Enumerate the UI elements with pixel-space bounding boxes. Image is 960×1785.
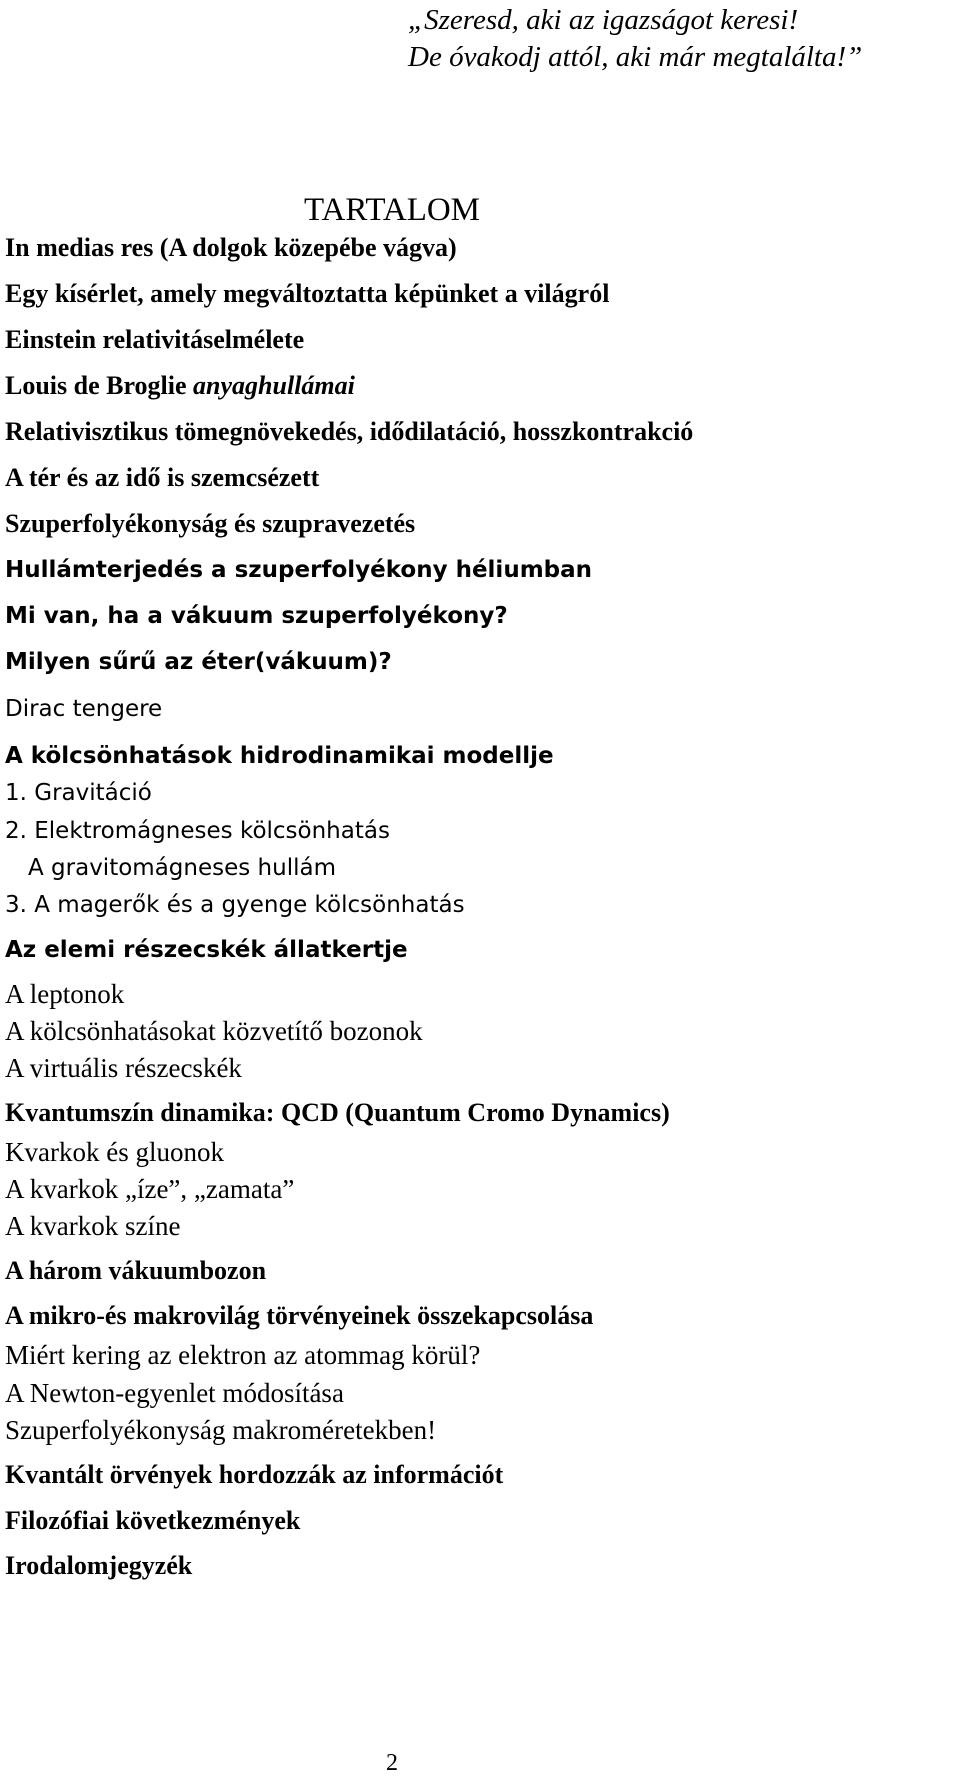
toc-entry <box>5 370 355 402</box>
toc-entry: Filozófiai következmények <box>5 1506 301 1535</box>
toc-entry: A kvarkok színe <box>5 1211 181 1241</box>
toc-entry: 2. Elektromágneses kölcsönhatás <box>5 818 390 844</box>
toc-entry: Dirac tengere <box>5 696 163 722</box>
toc-entry: 3. A magerők és a gyenge kölcsönhatás <box>5 892 465 918</box>
toc-entry: In medias res (A dolgok közepébe vágva) <box>5 233 457 262</box>
toc-entry: A gravitomágneses hullám <box>28 855 336 881</box>
toc-entry: Szuperfolyékonyság és szupravezetés <box>5 509 416 538</box>
page-number: 2 <box>386 1750 398 1776</box>
toc-entry: A leptonok <box>5 979 125 1009</box>
toc-entry: A kölcsönhatásokat közvetítő bozonok <box>5 1016 423 1046</box>
toc-entry: A tér és az idő is szemcsézett <box>5 463 320 492</box>
toc-entry: Egy kísérlet, amely megváltoztatta képünket a világról <box>5 279 610 308</box>
toc-entry-part: Louis de Broglie <box>5 371 194 400</box>
toc-entry: Einstein relativitáselmélete <box>5 325 305 354</box>
toc-entry: A három vákuumbozon <box>5 1256 267 1285</box>
toc-entry: A mikro-és makrovilág törvényeinek összekapcsolása <box>5 1301 594 1330</box>
toc-entry: Kvantumszín dinamika: QCD (Quantum Cromo Dynamics) <box>5 1098 670 1127</box>
toc-entry: Az elemi részecskék állatkertje <box>5 937 408 963</box>
toc-entry: A Newton-egyenlet módosítása <box>5 1378 344 1408</box>
toc-entry: Mi van, ha a vákuum szuperfolyékony? <box>5 603 508 629</box>
toc-entry: Irodalomjegyzék <box>5 1551 193 1580</box>
epigraph-line-1: „Szeresd, aki az igazságot keresi! <box>408 4 799 36</box>
toc-entry: A virtuális részecskék <box>5 1053 242 1083</box>
toc-entry: 1. Gravitáció <box>5 780 152 806</box>
epigraph-line-2: De óvakodj attól, aki már megtalálta!” <box>408 41 863 73</box>
toc-title: TARTALOM <box>303 192 481 228</box>
toc-entry: Szuperfolyékonyság makroméretekben! <box>5 1415 437 1445</box>
toc-entry: Relativisztikus tömegnövekedés, idődilatáció, hosszkontrakció <box>5 417 694 446</box>
toc-entry: Hullámterjedés a szuperfolyékony héliumban <box>5 557 593 583</box>
toc-entry: Miért kering az elektron az atommag körül? <box>5 1340 481 1370</box>
toc-entry-italic-part: anyaghullámai <box>193 371 355 400</box>
toc-entry: Milyen sűrű az éter(vákuum)? <box>5 649 392 675</box>
toc-entry: Kvantált örvények hordozzák az információt <box>5 1460 504 1489</box>
toc-entry: A kölcsönhatások hidrodinamikai modellje <box>5 743 554 769</box>
toc-entry: A kvarkok „íze”, „zamata” <box>5 1174 295 1204</box>
toc-entry: Kvarkok és gluonok <box>5 1137 224 1167</box>
